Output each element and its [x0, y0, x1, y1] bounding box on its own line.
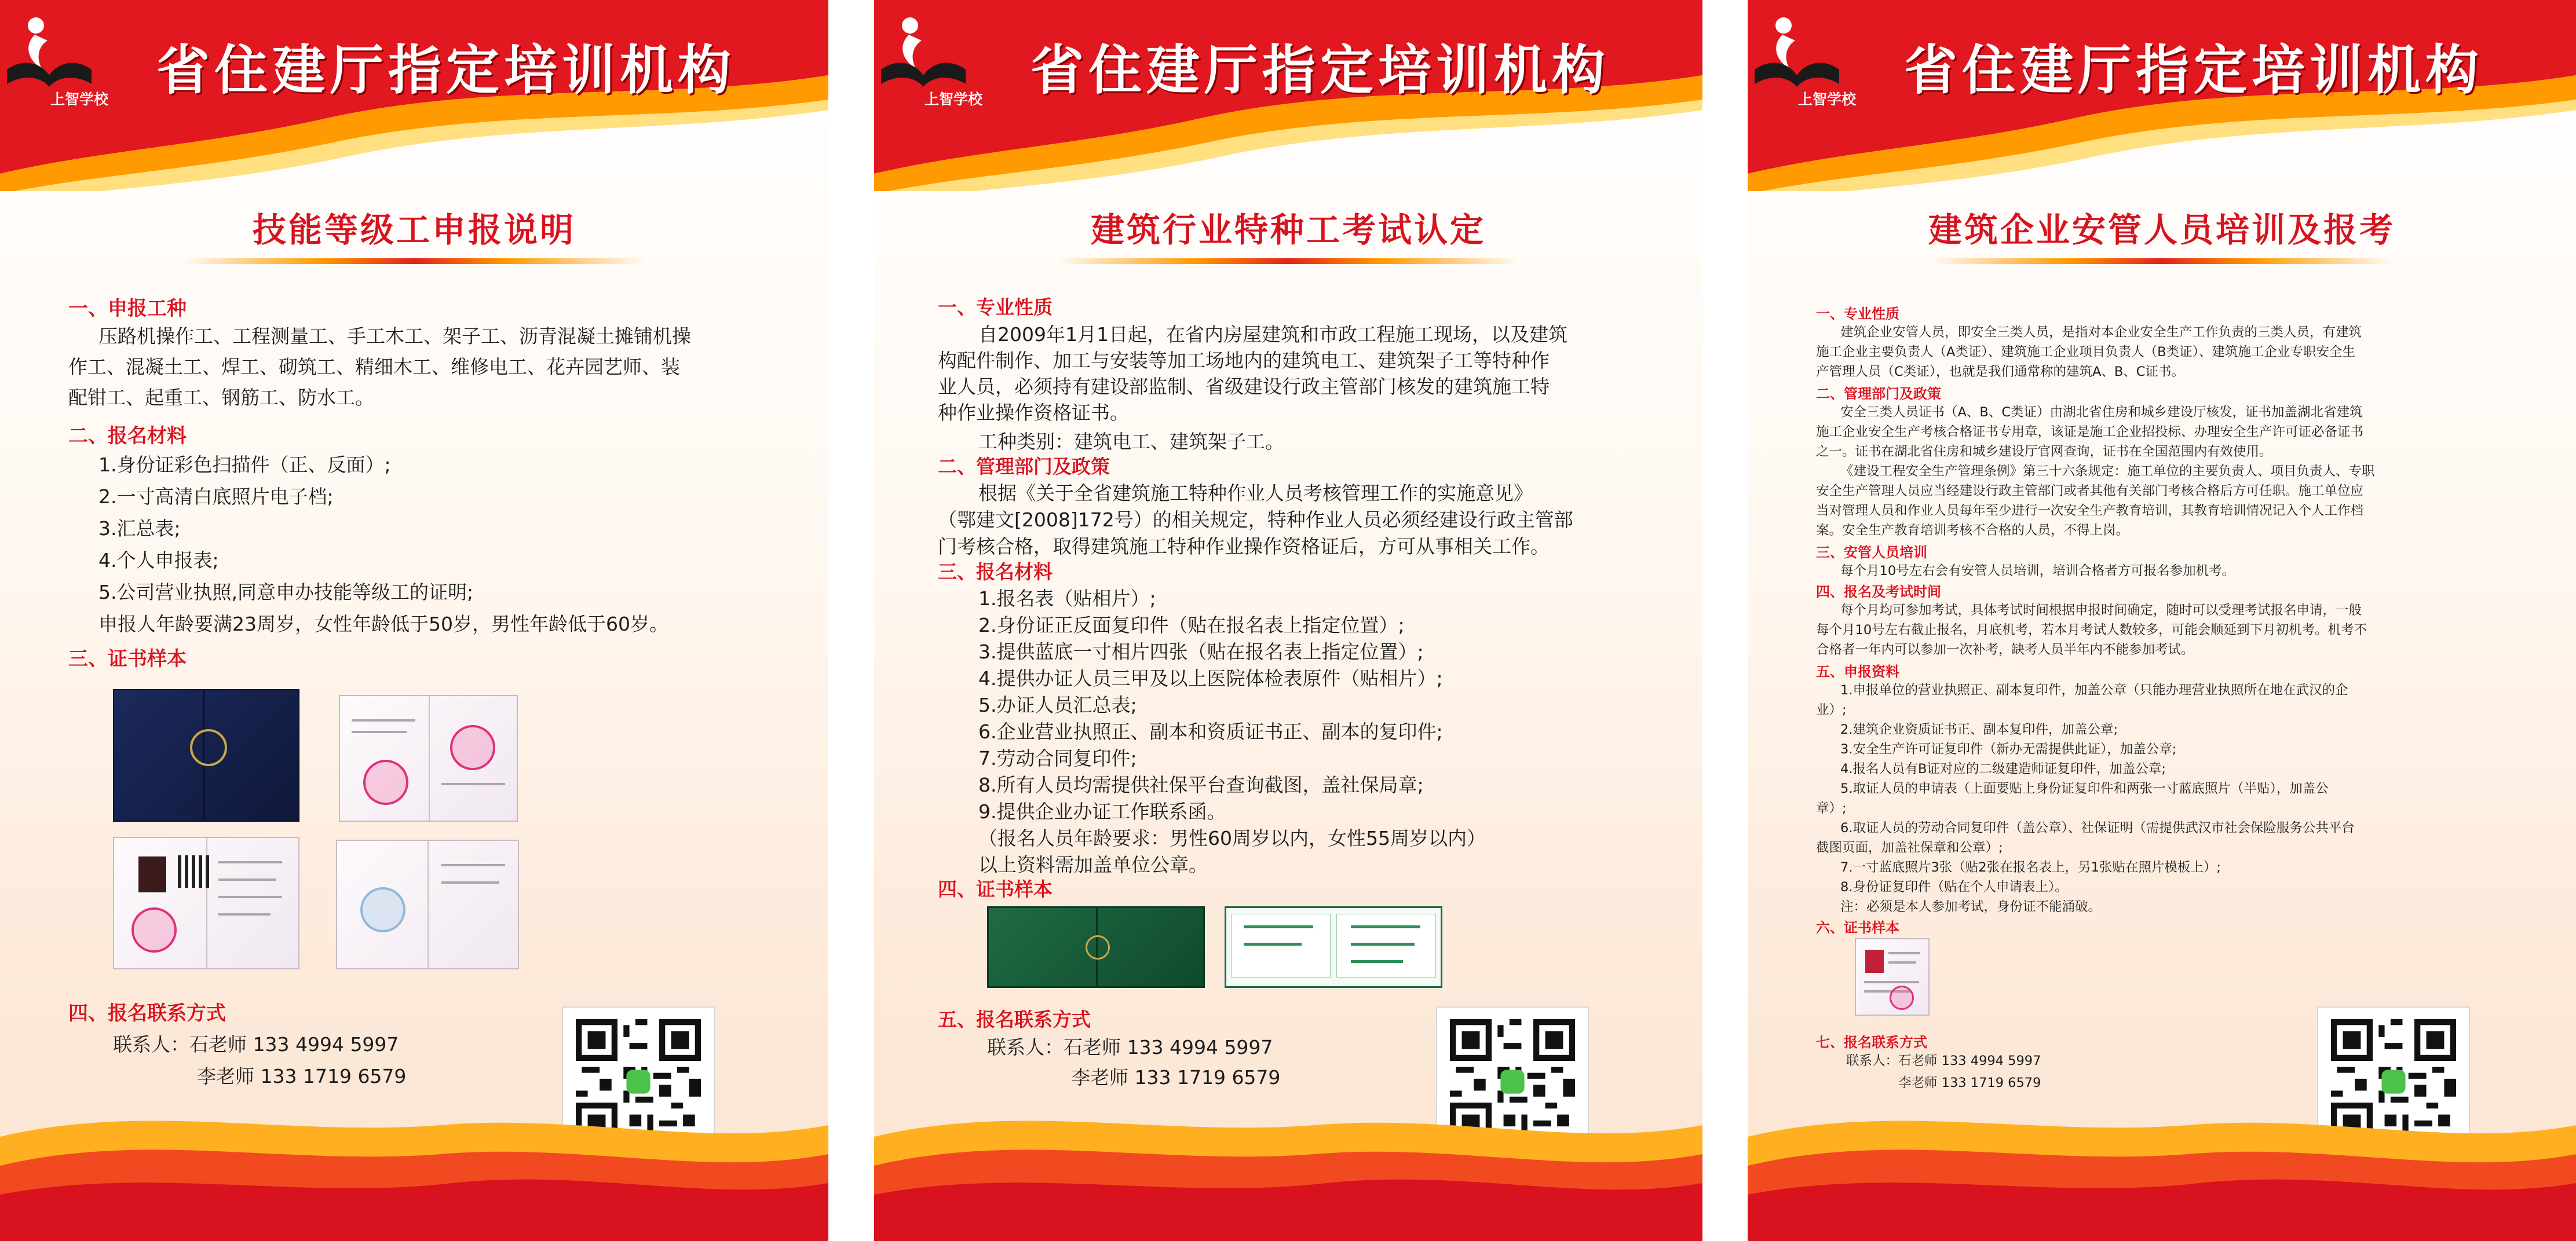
contact-line: 联系人：石老师 133 4994 5997	[113, 1033, 399, 1056]
heading-underline	[1057, 258, 1520, 264]
certificate-sample-open	[1225, 906, 1442, 988]
text-line: 4.提供办证人员三甲及以上医院体检表原件（贴相片）;	[978, 667, 1443, 690]
heading-underline	[1930, 258, 2394, 264]
text-line: 工种类别：建筑电工、建筑架子工。	[978, 430, 1284, 453]
text-line: 施工企业安全生产考核合格证书专用章，该证是施工企业招投标、办理安全生产许可证必备证书	[1816, 424, 2364, 440]
text-line: 截图页面，加盖社保章和公章）;	[1816, 840, 2003, 855]
text-line: 压路机操作工、工程测量工、手工木工、架子工、沥青混凝土摊铺机操	[98, 325, 691, 347]
section-title: 四、证书样本	[938, 878, 1053, 900]
section-title: 七、报名联系方式	[1816, 1034, 1927, 1050]
text-line: 种作业操作资格证书。	[938, 401, 1129, 424]
text-line: 2.建筑企业资质证书正、副本复印件，加盖公章;	[1840, 722, 2118, 737]
text-line: （鄂建文[2008]172号）的相关规定，特种作业人员必须经建设行政主管部	[938, 508, 1573, 531]
org-name: 省住建厅指定培训机构	[1904, 39, 2484, 101]
text-line: 2.一寸高清白底照片电子档;	[98, 485, 334, 508]
header-banner	[874, 0, 1702, 191]
section-title: 三、证书样本	[68, 647, 187, 671]
footer-wave	[0, 1102, 828, 1241]
text-line: 8.身份证复印件（贴在个人申请表上）。	[1840, 880, 2068, 895]
text-line: 以上资料需加盖单位公章。	[978, 854, 1208, 876]
text-line: 安全生产管理人员应当经建设行政主管部门或者其他有关部门考核合格后方可任职。施工单位应	[1816, 484, 2364, 499]
footer-wave	[1748, 1102, 2576, 1241]
text-line: 注：必须是本人参加考试，身份证不能涌破。	[1840, 899, 2102, 914]
section-title: 一、专业性质	[938, 296, 1053, 319]
text-line: 4.个人申报表;	[98, 549, 219, 572]
text-line: 门考核合格，取得建筑施工特种作业操作资格证后，方可从事相关工作。	[938, 535, 1550, 558]
text-line: 7.一寸蓝底照片3张（贴2张在报名表上，另1张贴在照片模板上）;	[1840, 860, 2221, 875]
section-title: 一、申报工种	[68, 297, 187, 320]
text-line: 根据《关于全省建筑施工特种作业人员考核管理工作的实施意见》	[978, 482, 1533, 504]
header-banner	[1748, 0, 2576, 191]
text-line: 每个月10号左右截止报名，月底机考，若本月考试人数较多，可能会顺延到下月初机考。机考不	[1816, 623, 2367, 638]
text-line: 合格者一年内可以参加一次补考，缺考人员半年内不能参加考试。	[1816, 642, 2194, 657]
school-logo-icon	[1748, 0, 1846, 98]
section-title: 三、报名材料	[938, 561, 1053, 583]
text-line: 建筑企业安管人员，即安全三类人员，是指对本企业安全生产工作负责的三类人员，有建筑	[1840, 325, 2362, 340]
section-title: 四、报名及考试时间	[1816, 584, 1941, 600]
certificate-sample-page	[339, 695, 518, 822]
section-title: 五、报名联系方式	[938, 1008, 1091, 1031]
text-line: 之一。证书在湖北省住房和城乡建设厅官网查询，证书在全国范围内有效使用。	[1816, 444, 2272, 459]
section-title: 三、安管人员培训	[1816, 544, 1927, 561]
text-line: 每个月均可参加考试，具体考试时间根据申报时间确定，随时可以受理考试报名申请，一般	[1840, 603, 2362, 618]
text-line: 安全三类人员证书（A、B、C类证）由湖北省住房和城乡建设厅核发，证书加盖湖北省建筑	[1840, 405, 2363, 420]
text-line: （报名人员年龄要求：男性60周岁以内，女性55周岁以内）	[978, 827, 1486, 850]
text-line: 每个月10号左右会有安管人员培训，培训合格者方可报名参加机考。	[1840, 563, 2235, 579]
text-line: 作工、混凝土工、焊工、砌筑工、精细木工、维修电工、花卉园艺师、装	[68, 356, 680, 378]
contact-line: 李老师 133 1719 6579	[1071, 1066, 1281, 1089]
text-line: 4.报名人员有B证对应的二级建造师证复印件，加盖公章;	[1840, 762, 2166, 777]
text-line: 6.企业营业执照正、副本和资质证书正、副本的复印件;	[978, 720, 1443, 743]
org-name: 省住建厅指定培训机构	[1031, 39, 1610, 101]
text-line: 1.报名表（贴相片）;	[978, 587, 1156, 610]
school-logo-icon	[874, 0, 973, 98]
text-line: 配钳工、起重工、钢筋工、防水工。	[68, 386, 374, 409]
header-banner	[0, 0, 828, 191]
text-line: 6.取证人员的劳动合同复印件（盖公章）、社保证明（需提供武汉市社会保险服务公共平台	[1840, 821, 2355, 836]
school-name: 上智学校	[924, 91, 982, 108]
certificate-sample-id-page	[113, 837, 299, 969]
text-line: 5.办证人员汇总表;	[978, 694, 1137, 716]
contact-line: 联系人：石老师 133 4994 5997	[987, 1036, 1273, 1059]
text-line: 8.所有人员均需提供社保平台查询截图，盖社保局章;	[978, 774, 1424, 796]
certificate-sample-back	[336, 840, 519, 969]
text-line: 3.汇总表;	[98, 517, 181, 540]
contact-line: 李老师 133 1719 6579	[1898, 1075, 2041, 1090]
text-line: 章）;	[1816, 801, 1847, 816]
text-line: 申报人年龄要满23周岁，女性年龄低于50岁，男性年龄低于60岁。	[98, 613, 668, 635]
text-line: 产管理人员（C类证），也就是我们通常称的建筑A、B、C证书。	[1816, 364, 2184, 379]
section-title: 二、管理部门及政策	[1816, 386, 1941, 402]
emblem-icon	[1086, 935, 1110, 960]
text-line: 自2009年1月1日起，在省内房屋建筑和市政工程施工现场，以及建筑	[978, 323, 1567, 346]
text-line: 9.提供企业办证工作联系函。	[978, 800, 1226, 823]
poster-safety-management	[1748, 0, 2576, 1241]
text-line: 业人员，必须持有建设部监制、省级建设行政主管部门核发的建筑施工特	[938, 375, 1550, 398]
section-title: 五、申报资料	[1816, 664, 1899, 680]
text-line: 7.劳动合同复印件;	[978, 747, 1137, 770]
section-title: 二、管理部门及政策	[938, 455, 1110, 478]
text-line: 3.安全生产许可证复印件（新办无需提供此证），加盖公章;	[1840, 742, 2177, 757]
section-title: 四、报名联系方式	[68, 1002, 226, 1025]
poster-special-trade	[874, 0, 1702, 1241]
section-title: 二、报名材料	[68, 424, 187, 448]
section-title: 一、专业性质	[1816, 306, 1899, 322]
text-line: 5.公司营业执照,同意申办技能等级工的证明;	[98, 581, 474, 603]
text-line: 当对管理人员和作业人员每年至少进行一次安全生产教育培训，其教育培训情况记入个人工作档	[1816, 503, 2364, 518]
certificate-sample-cover	[113, 689, 299, 822]
text-line: 《建设工程安全生产管理条例》第三十六条规定：施工单位的主要负责人、项目负责人、专职	[1840, 464, 2375, 479]
poster-heading: 建筑企业安管人员培训及报考	[1928, 210, 2395, 250]
text-line: 5.取证人员的申请表（上面要贴上身份证复印件和两张一寸蓝底照片（半贴），加盖公	[1840, 781, 2329, 796]
certificate-sample-card	[1855, 938, 1930, 1016]
text-line: 3.提供蓝底一寸相片四张（贴在报名表上指定位置）;	[978, 640, 1424, 663]
section-title: 六、证书样本	[1816, 920, 1899, 936]
heading-underline	[182, 258, 646, 264]
text-line: 施工企业主要负责人（A类证）、建筑施工企业项目负责人（B类证）、建筑施工企业专职安全生	[1816, 345, 2355, 360]
contact-line: 李老师 133 1719 6579	[197, 1065, 407, 1088]
text-line: 构配件制作、加工与安装等加工场地内的建筑电工、建筑架子工等特种作	[938, 349, 1550, 372]
text-line: 案。安全生产教育培训考核不合格的人员，不得上岗。	[1816, 523, 2129, 538]
text-line: 1.申报单位的营业执照正、副本复印件，加盖公章（只能办理营业执照所在地在武汉的企	[1840, 683, 2348, 698]
school-logo-icon	[0, 0, 98, 98]
emblem-icon	[190, 729, 227, 766]
poster-skill-level	[0, 0, 828, 1241]
certificate-sample-cover	[987, 906, 1205, 988]
school-name: 上智学校	[1797, 91, 1856, 108]
school-name: 上智学校	[50, 91, 108, 108]
poster-heading: 建筑行业特种工考试认定	[1090, 210, 1486, 250]
org-name: 省住建厅指定培训机构	[156, 39, 736, 101]
contact-line: 联系人：石老师 133 4994 5997	[1846, 1053, 2041, 1068]
text-line: 2.身份证正反面复印件（贴在报名表上指定位置）;	[978, 614, 1405, 636]
text-line: 业）;	[1816, 702, 1847, 717]
poster-heading: 技能等级工申报说明	[252, 210, 576, 250]
text-line: 1.身份证彩色扫描件（正、反面）;	[98, 453, 391, 476]
footer-wave	[874, 1102, 1702, 1241]
